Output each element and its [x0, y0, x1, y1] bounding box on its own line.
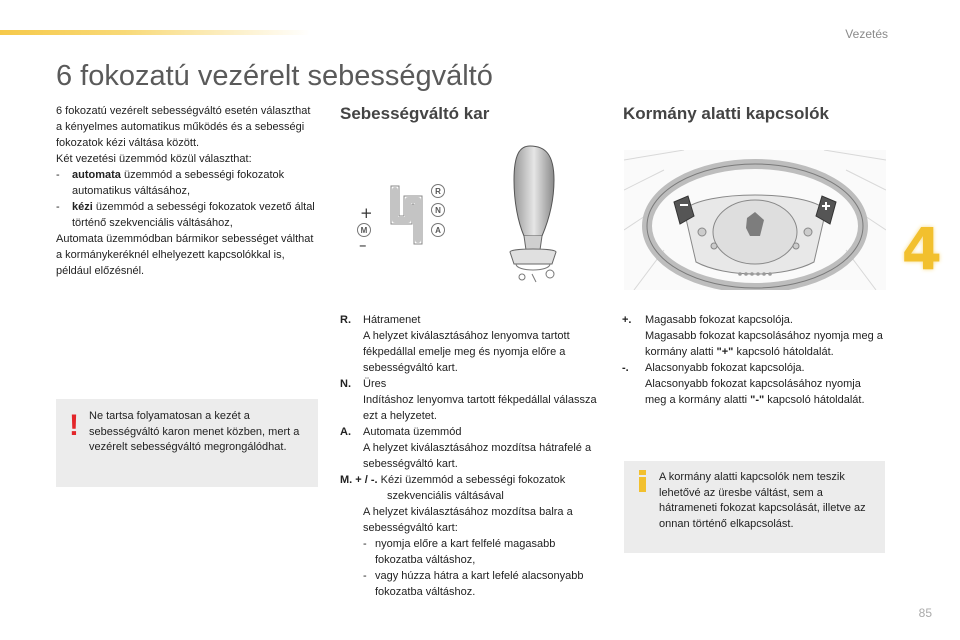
arrow-icon [340, 392, 363, 424]
gate-label-minus: – [359, 236, 367, 254]
list-item: N. Üres [340, 378, 387, 390]
list-item: +. Magasabb fokozat kapcsolója. [622, 314, 793, 326]
list-item: A helyzet kiválasztásához lenyomva tartott fékpedállal emelje meg és nyomja előre a sebességváltó kart. [340, 328, 605, 376]
arrow-icon [340, 504, 363, 536]
list-item: Magasabb fokozat kapcsolásához nyomja meg a kormány alatti "+" kapcsoló hátoldalát. [622, 328, 884, 360]
list-item: -. Alacsonyabb fokozat kapcsolója. [622, 362, 805, 374]
warning-icon: ! [69, 409, 79, 442]
info-text: A kormány alatti kapcsolók nem teszik lehetővé az üresbe váltást, sem a hátrameneti fokozat kapcsolását, illetve az onnan történő elkapcsolást. [659, 471, 866, 530]
chapter-number: 4 [901, 215, 942, 283]
list-sub-item: - vagy húzza hátra a kart lefelé alacsonyabb fokozatba váltáshoz. [363, 570, 584, 598]
gate-label-r: R [435, 187, 441, 196]
warning-text: Ne tartsa folyamatosan a kezét a sebességváltó karon menet közben, mert a vezérelt sebességváltó megrongálódhat. [89, 410, 300, 453]
section-name: Vezetés [845, 27, 888, 41]
intro-paragraph: Automata üzemmódban bármikor sebességet válthat a kormánykeréknél elhelyezett kapcsolókkal is, például előzésnél. [56, 233, 314, 277]
gear-knob-icon [514, 146, 554, 236]
page-title: 6 fokozatú vezérelt sebességváltó [56, 60, 493, 92]
intro-text [56, 103, 318, 279]
warning-box [56, 399, 318, 487]
list-item: M. + / -. Kézi üzemmód a sebességi fokozatok [340, 474, 566, 486]
intro-paragraph: Két vezetési üzemmód közül választhat: [56, 153, 252, 165]
mode-automatic: automata [72, 169, 121, 181]
info-box [624, 461, 885, 553]
steering-heading: Kormány alatti kapcsolók [623, 104, 829, 123]
list-item-continuation: szekvenciális váltásával [387, 490, 504, 502]
list-item: R. Hátramenet [340, 314, 421, 326]
page-number: 85 [918, 606, 932, 620]
header-accent-bar [0, 30, 310, 35]
gear-lever-illustration [350, 140, 570, 290]
list-item: Indításhoz lenyomva tartott fékpedállal válassza ezt a helyzetet. [340, 392, 605, 424]
arrow-icon [622, 328, 645, 360]
gate-label-m: M [360, 226, 368, 235]
list-item: A helyzet kiválasztásához mozdítsa hátrafelé a sebességváltó kart. [340, 440, 605, 472]
gate-label-a: A [435, 226, 441, 235]
info-icon [636, 470, 650, 492]
gate-label-plus: + [360, 204, 373, 222]
lever-positions-list [340, 312, 605, 600]
arrow-icon [340, 328, 363, 376]
arrow-icon [622, 376, 645, 408]
list-item: Alacsonyabb fokozat kapcsolásához nyomja meg a kormány alatti "-" kapcsoló hátoldalát. [622, 376, 884, 408]
gate-label-n: N [435, 206, 441, 215]
lever-heading: Sebességváltó kar [340, 104, 490, 123]
list-item: A helyzet kiválasztásához mozdítsa balra a sebességváltó kart: [340, 504, 605, 536]
intro-paragraph: 6 fokozatú vezérelt sebességváltó esetén választhat a kényelmes automatikus működés és a sebességi fokozatok kézi váltása között. [56, 105, 311, 149]
intro-bullet: - kézi üzemmód a sebességi fokozatok vezető által történő szekvenciális váltásához, [56, 201, 315, 229]
list-item: A. Automata üzemmód [340, 426, 462, 438]
intro-bullet: - automata üzemmód a sebességi fokozatok automatikus váltásához, [56, 169, 285, 197]
list-sub-item: - nyomja előre a kart felfelé magasabb fokozatba váltáshoz, [363, 538, 556, 566]
arrow-icon [340, 440, 363, 472]
steering-wheel-illustration [624, 150, 886, 290]
mode-manual: kézi [72, 201, 93, 213]
paddle-switches-list [622, 312, 884, 408]
gear-gate-icon [395, 190, 418, 240]
